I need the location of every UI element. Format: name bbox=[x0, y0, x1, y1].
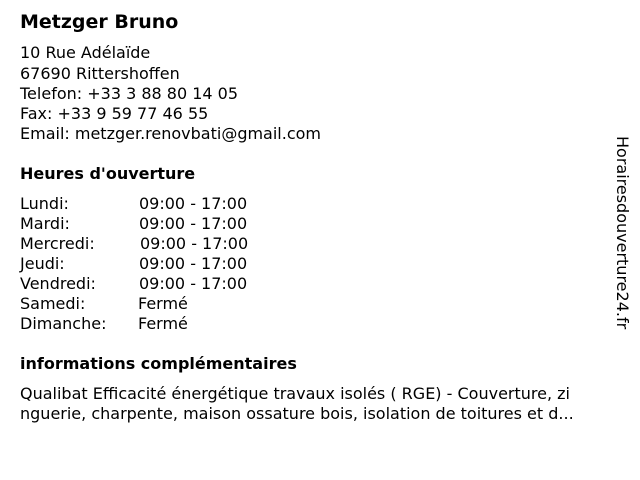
hours-row-friday bbox=[20, 274, 320, 294]
day-label: Samedi: bbox=[20, 294, 86, 313]
additional-info-line-1: Qualibat Efficacité énergétique travaux isolés ( RGE) - Couverture, zi bbox=[20, 384, 570, 403]
time-value: Fermé bbox=[138, 294, 188, 313]
fax-number: Fax: +33 9 59 77 46 55 bbox=[20, 104, 209, 123]
time-value: Fermé bbox=[138, 314, 188, 333]
day-label: Jeudi: bbox=[20, 254, 65, 273]
time-value: 09:00 - 17:00 bbox=[139, 254, 248, 273]
business-name: Metzger Bruno bbox=[20, 11, 179, 33]
hours-row-thursday bbox=[20, 254, 320, 274]
time-value: 09:00 - 17:00 bbox=[140, 234, 249, 253]
day-label: Mardi: bbox=[20, 214, 70, 233]
phone-number: Telefon: +33 3 88 80 14 05 bbox=[20, 84, 239, 103]
day-label: Mercredi: bbox=[20, 234, 95, 253]
hours-row-wednesday bbox=[20, 234, 320, 254]
hours-row-monday bbox=[20, 194, 320, 214]
hours-row-saturday bbox=[20, 294, 320, 314]
site-watermark: Horairesdouverture24.fr bbox=[613, 136, 632, 330]
time-value: 09:00 - 17:00 bbox=[139, 194, 248, 213]
additional-info-heading: informations complémentaires bbox=[20, 354, 297, 373]
day-label: Lundi: bbox=[20, 194, 69, 213]
hours-row-sunday bbox=[20, 314, 320, 334]
time-value: 09:00 - 17:00 bbox=[139, 274, 248, 293]
email-address: Email: metzger.renovbati@gmail.com bbox=[20, 124, 322, 143]
additional-info-line-2: nguerie, charpente, maison ossature bois, isolation de toitures et d... bbox=[20, 404, 574, 423]
day-label: Vendredi: bbox=[20, 274, 96, 293]
address-city: 67690 Rittershoffen bbox=[20, 64, 180, 83]
day-label: Dimanche: bbox=[20, 314, 107, 333]
opening-hours-heading: Heures d'ouverture bbox=[20, 164, 196, 183]
time-value: 09:00 - 17:00 bbox=[139, 214, 248, 233]
hours-row-tuesday bbox=[20, 214, 320, 234]
address-street: 10 Rue Adélaïde bbox=[20, 43, 151, 62]
